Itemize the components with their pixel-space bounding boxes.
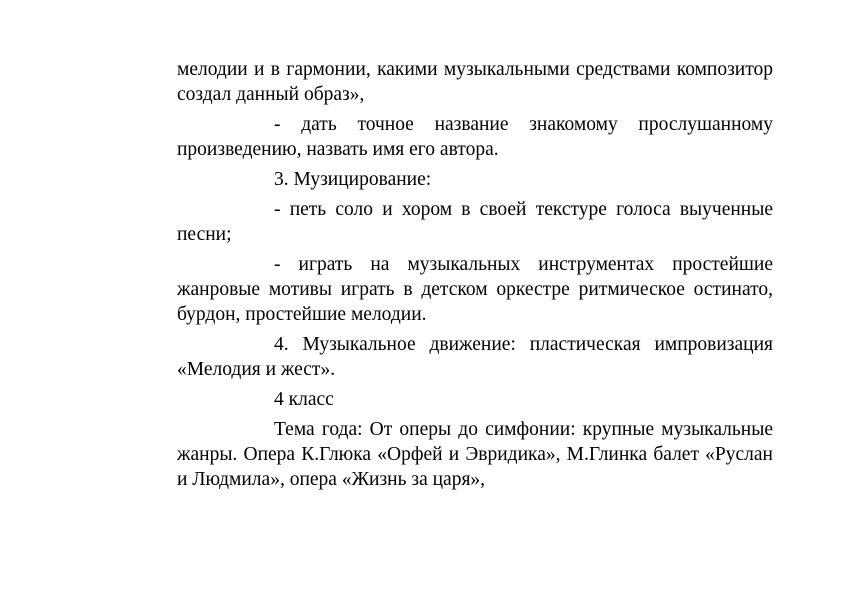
section-heading: 3. Музицирование: <box>274 169 432 190</box>
document-page <box>177 57 773 492</box>
paragraph-list-item: - играть на музыкальных инструментах простейшие жанровые мотивы играть в детском оркестре ритмическое остинато, бурдон, простейшие мелодии. <box>177 254 773 325</box>
paragraph-body: Тема года: От оперы до симфонии: крупные музыкальные жанры. Опера К.Глюка «Орфей и Эвридика», М.Глинка балет «Руслан и Людмила», опера «Жизнь за царя», <box>177 419 773 490</box>
paragraph-list-item: - дать точное название знакомому прослушанному произведению, назвать имя его автора. <box>177 114 773 160</box>
paragraph-continuation: мелодии и в гармонии, какими музыкальными средствами композитор создал данный образ», <box>177 59 773 105</box>
section-heading: 4. Музыкальное движение: пластическая импровизация «Мелодия и жест». <box>177 334 773 380</box>
paragraph-list-item: - петь соло и хором в своей текстуре голоса выученные песни; <box>177 199 773 245</box>
class-heading: 4 класс <box>274 389 334 410</box>
